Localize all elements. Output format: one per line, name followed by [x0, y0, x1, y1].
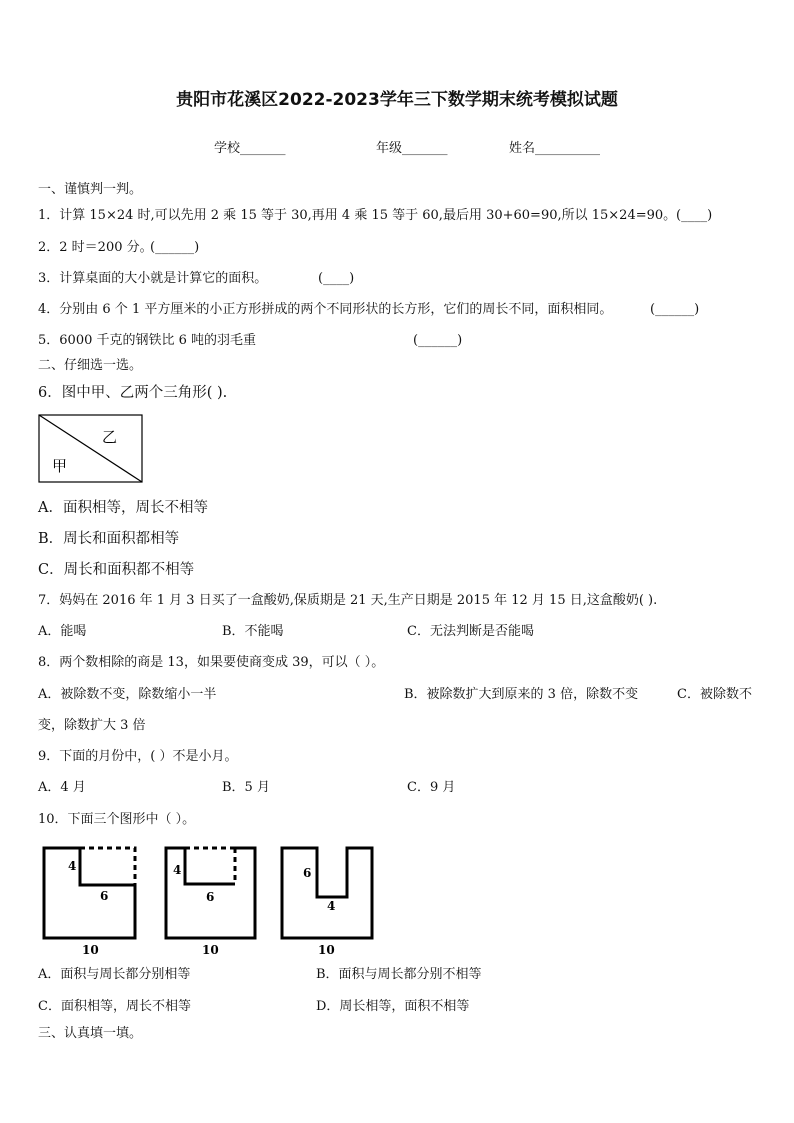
question-4-blank: (______): [650, 302, 700, 317]
question-8-option-a: A．被除数不变，除数缩小一半: [38, 687, 217, 702]
question-9-text: 9．下面的月份中，( ）不是小月。: [38, 749, 238, 764]
q10-f3-side-label: 6: [303, 866, 312, 880]
question-2-text: 2．2 时＝200 分。: [38, 240, 153, 255]
q10-figure-2: [166, 848, 255, 957]
question-9-option-b: B．5 月: [222, 780, 270, 795]
section-3-heading: 三、认真填一填。: [38, 1026, 143, 1041]
page-title: 贵阳市花溪区2022-2023学年三下数学期末统考模拟试题: [176, 90, 618, 110]
question-6-option-c: C．周长和面积都不相等: [38, 562, 195, 578]
question-9-option-a: A．4 月: [38, 780, 86, 795]
question-10-figures: [38, 842, 383, 960]
question-4-text: 4．分别由 6 个 1 平方厘米的小正方形拼成的两个不同形状的长方形，它们的周长不同，面积相同。: [38, 302, 613, 317]
question-7-option-c: C．无法判断是否能喝: [407, 624, 534, 639]
q10-figure-3: [282, 848, 372, 957]
question-7-text: 7．妈妈在 2016 年 1 月 3 日买了一盒酸奶,保质期是 21 天,生产日期是 2015 年 12 月 15 日,这盒酸奶( ).: [38, 593, 658, 608]
q10-f3-inner-label: 4: [327, 899, 336, 913]
question-10-option-a: A．面积与周长都分别相等: [38, 967, 191, 982]
school-field-label: 学校_______: [214, 141, 286, 156]
q10-f1-bottom-label: 10: [82, 943, 99, 957]
q10-figure-1: [44, 848, 135, 957]
question-3-blank: (____): [318, 271, 355, 286]
grade-field-label: 年级_______: [376, 141, 448, 156]
q10-f2-inner-label: 6: [206, 890, 215, 904]
question-6-option-a: A．面积相等，周长不相等: [38, 500, 208, 516]
question-10-option-b: B．面积与周长都分别不相等: [316, 967, 482, 982]
question-10-text: 10．下面三个图形中（ ）。: [38, 812, 196, 827]
question-1-text: 1．计算 15×24 时,可以先用 2 乘 15 等于 30,再用 4 乘 15 等于 60,最后用 30+60=90,所以 15×24=90。: [38, 208, 677, 223]
question-5-text: 5．6000 千克的钢铁比 6 吨的羽毛重: [38, 333, 257, 348]
section-2-heading: 二、仔细选一选。: [38, 358, 143, 373]
question-7-option-a: A．能喝: [38, 624, 87, 639]
question-8-option-c: C．被除数不: [677, 687, 752, 702]
question-9-option-c: C．9 月: [407, 780, 456, 795]
question-8-option-c-continued: 变，除数扩大 3 倍: [38, 718, 146, 733]
question-1-blank: (____): [676, 208, 713, 223]
question-3-text: 3．计算桌面的大小就是计算它的面积。: [38, 271, 268, 286]
question-7-option-b: B．不能喝: [222, 624, 284, 639]
question-8-text: 8．两个数相除的商是 13，如果要使商变成 39，可以（ ）。: [38, 655, 385, 670]
q10-f3-bottom-label: 10: [318, 943, 335, 957]
q10-f1-inner-label: 6: [100, 889, 109, 903]
q6-label-jia: 甲: [52, 457, 68, 475]
question-6-text: 6．图中甲、乙两个三角形( ).: [38, 385, 228, 401]
section-1-heading: 一、谨慎判一判。: [38, 182, 143, 197]
q10-f2-bottom-label: 10: [202, 943, 219, 957]
q10-f1-side-label: 4: [68, 859, 77, 873]
question-8-option-b: B．被除数扩大到原来的 3 倍，除数不变: [404, 687, 639, 702]
question-6-figure: [38, 414, 144, 484]
question-2-blank: (______): [150, 240, 200, 255]
question-10-option-d: D．周长相等，面积不相等: [316, 999, 470, 1014]
q10-f2-side-label: 4: [173, 863, 182, 877]
question-10-option-c: C．面积相等，周长不相等: [38, 999, 191, 1014]
name-field-label: 姓名__________: [509, 141, 601, 156]
question-5-blank: (______): [413, 333, 463, 348]
q6-label-yi: 乙: [102, 428, 118, 446]
question-6-option-b: B．周长和面积都相等: [38, 531, 180, 547]
